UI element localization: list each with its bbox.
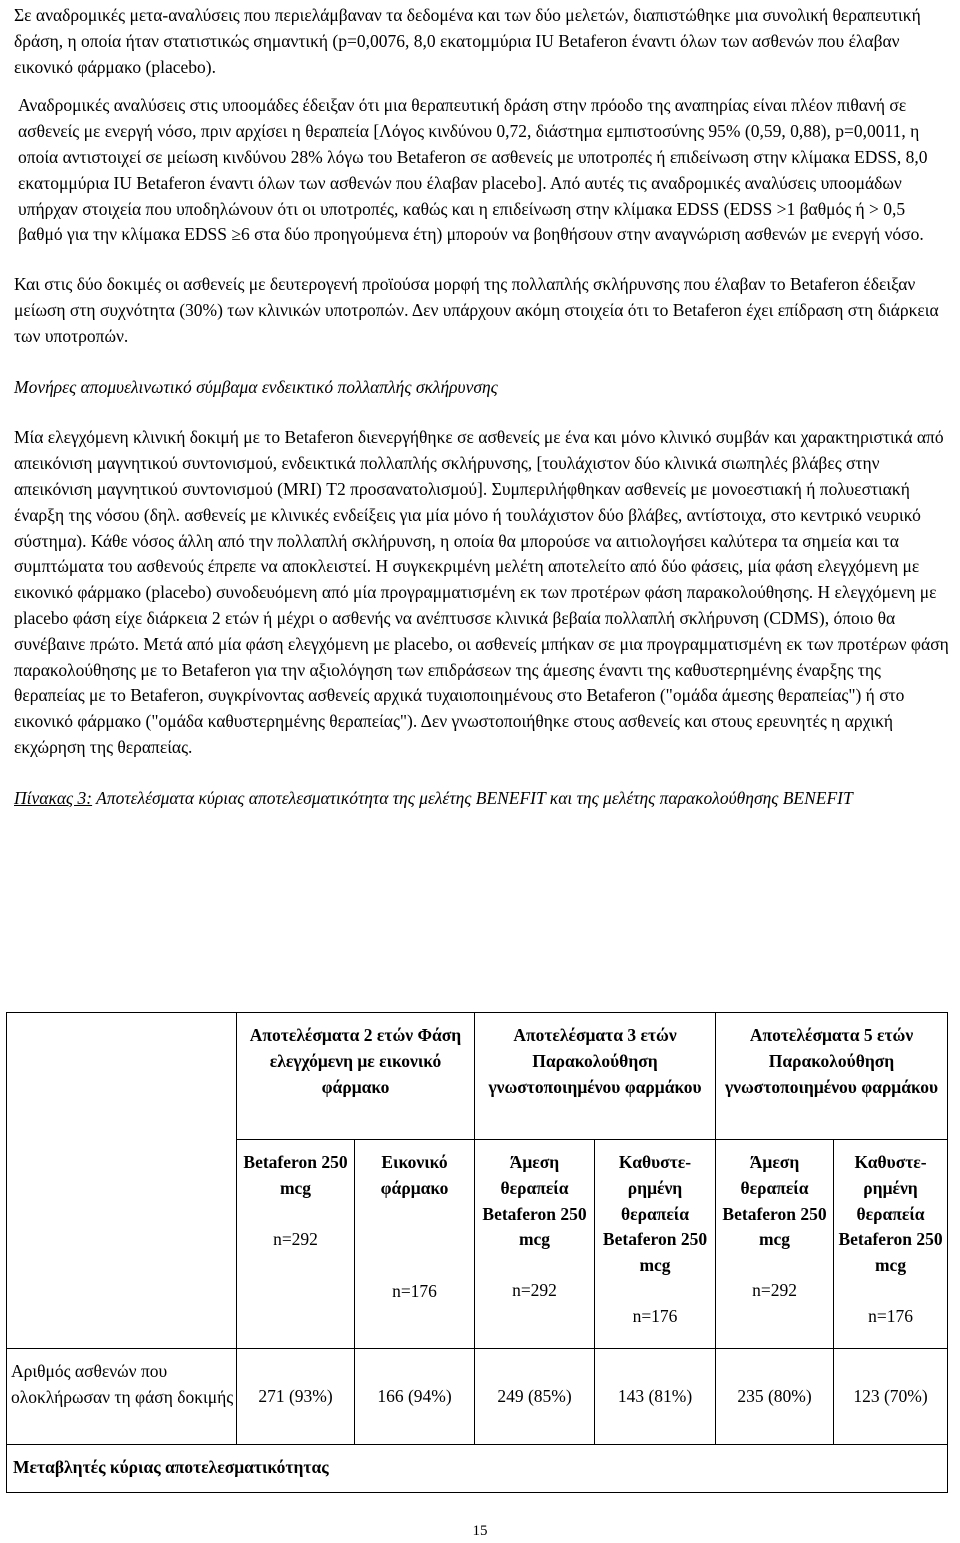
group-header-3-years: Αποτελέσματα 3 ετών Παρακολούθηση γνωστοποιημένου φαρμάκου — [475, 1013, 716, 1140]
row-label: Αριθμός ασθενών που ολοκλήρωσαν τη φάση δοκιμής — [7, 1349, 237, 1445]
sub-header-cell — [237, 1140, 355, 1349]
sub-header-n: n=176 — [868, 1305, 913, 1326]
sub-header-cell — [716, 1140, 834, 1349]
sub-header-n: n=292 — [752, 1280, 797, 1301]
section-label: Μεταβλητές κύριας αποτελεσματικότητας — [7, 1445, 948, 1493]
sub-header-label: Betaferon 250 mcg — [243, 1152, 348, 1198]
sub-header-label: Άμεση θεραπεία Betaferon 250 mcg — [722, 1152, 827, 1250]
sub-header-n: n=292 — [512, 1280, 557, 1301]
sub-header-label: Άμεση θεραπεία Betaferon 250 mcg — [482, 1152, 587, 1250]
paragraph-secondary-progressive: Και στις δύο δοκιμές οι ασθενείς με δευτερογενή προϊούσα μορφή της πολλαπλής σκλήρυνσης που έλαβαν το Betaferon έδειξαν μείωση στη συχνότητα (30%) των κλινικών υποτροπών. Δεν υπάρχουν ακόμη στοιχεία ότι το Betaferon έχει επίδραση στη διάρκεια των υποτροπών. — [14, 274, 939, 346]
empty-label-cell — [7, 1140, 237, 1349]
table-row — [7, 1349, 948, 1445]
table-group-header-row — [7, 1013, 948, 1140]
page-number: 15 — [472, 1523, 488, 1539]
table-cell: 166 (94%) — [355, 1349, 475, 1445]
table-caption — [14, 786, 950, 812]
sub-header-cell — [834, 1140, 948, 1349]
sub-header-label: Εικονικό φάρμακο — [380, 1152, 449, 1198]
sub-header-n: n=176 — [392, 1280, 437, 1301]
table-caption-text: Αποτελέσματα κύριας αποτελεσματικότητα της μελέτης BENEFIT και της μελέτης παρακολούθησης BENEFIT — [92, 787, 853, 808]
group-header-5-years: Αποτελέσματα 5 ετών Παρακολούθηση γνωστοποιημένου φαρμάκου — [716, 1013, 948, 1140]
paragraph-benefit-study: Μία ελεγχόμενη κλινική δοκιμή με το Betaferon διενεργήθηκε σε ασθενείς με ένα και μόνο κλινικό συμβάν και χαρακτηριστικά από απεικόνιση μαγνητικού συντονισμού, ενδεικτικά πολλαπλής σκλήρυνσης, [τουλάχιστον δύο κλινικά σιωπηλές βλάβες στην απεικόνιση μαγνητικού συντονισμού (MRI) T2 προσανατολισμού]. Συμπεριλήφθηκαν ασθενείς με μονοεστιακή ή πολυεστιακή έναρξη της νόσου (δηλ. ασθενείς με κλινικές ενδείξεις για μία μόνο ή τουλάχιστον δύο βλάβες, αντίστοιχα, στο κεντρικό νευρικό σύστημα). Κάθε νόσος άλλη από την πολλαπλή σκλήρυνση, η οποία θα μπορούσε να αιτιολογήσει καλύτερα τα σημεία και τα συμπτώματα του ασθενούς έπρεπε να αποκλειστεί. Η συγκεκριμένη μελέτη αποτελείτο από δύο φάσεις, μία φάση ελεγχόμενη με εικονικό φάρμακο (placebo) συνοδευόμενη από μία προγραμματισμένη εκ των προτέρων φάση παρακολούθησης. Η ελεγχόμενη με placebo φάση είχε διάρκεια 2 ετών ή μέχρι ο ασθενής να ανέπτυσσε κλινικά βεβαία πολλαπλή σκλήρυνση (CDMS), όποιο θα συνέβαινε πρώτο. Μετά από μία φάση ελεγχόμενη με placebo, οι ασθενείς μπήκαν σε μια προγραμματισμένη εκ των προτέρων φάση παρακολούθησης με το Betaferon για την αξιολόγηση των επιδράσεων της άμεσης έναντι της καθυστερημένης έναρξης της θεραπείας με το Betaferon, συγκρίνοντας ασθενείς αρχικά τυχαιοποιημένους στο Betaferon ("ομάδα άμεσης θεραπείας") ή στο εικονικό φάρμακο ("ομάδα καθυστερημένης θεραπείας"). Δεν γνωστοποιήθηκε στους ασθενείς και στους ερευνητές η αρχική εκχώρηση της θεραπείας. — [14, 427, 949, 757]
table-cell: 235 (80%) — [716, 1349, 834, 1445]
results-table — [6, 1012, 948, 1493]
paragraph-subgroup-analysis: Αναδρομικές αναλύσεις στις υποομάδες έδειξαν ότι μια θεραπευτική δράση στην πρόοδο της αναπηρίας είναι πλέον πιθανή σε ασθενείς με ενεργή νόσο, πριν αρχίσει η θεραπεία [Λόγος κινδύνου 0,72, διάστημα εμπιστοσύνης 95% (0,59, 0,88), p=0,0011, η οποία αντιστοιχεί σε μείωση κινδύνου 28% λόγω του Betaferon σε ασθενείς με υποτροπές ή επιδείνωση στην κλίμακα EDSS, 8,0 εκατομμύρια IU Betaferon έναντι όλων των ασθενών που έλαβαν placebo]. Από αυτές τις αναδρομικές αναλύσεις υποομάδων υπήρχαν στοιχεία που υποδηλώνουν ότι οι υποτροπές, καθώς και η επιδείνωση στην κλίμακα EDSS (EDSS >1 βαθμός ή > 0,5 βαθμό για την κλίμακα EDSS ≥6 στα δύο προηγούμενα έτη) μπορούν να βοηθήσουν στην αναγνώριση ασθενών με ενεργή νόσο. — [18, 95, 928, 245]
sub-header-label: Καθυστε-ρημένη θεραπεία Betaferon 250 mcg — [602, 1152, 708, 1276]
sub-header-label: Καθυστε-ρημένη θεραπεία Betaferon 250 mcg — [838, 1152, 943, 1276]
sub-header-n: n=292 — [273, 1228, 318, 1249]
sub-header-cell — [595, 1140, 716, 1349]
table-cell: 123 (70%) — [834, 1349, 948, 1445]
table-cell: 143 (81%) — [595, 1349, 716, 1445]
empty-corner-cell — [7, 1013, 237, 1140]
table-section-row — [7, 1445, 948, 1493]
section-heading: Μονήρες απομυελινωτικό σύμβαμα ενδεικτικό πολλαπλής σκλήρυνσης — [14, 376, 498, 397]
table-cell: 249 (85%) — [475, 1349, 595, 1445]
paragraph-meta-analysis: Σε αναδρομικές μετα-αναλύσεις που περιελάμβαναν τα δεδομένα και των δύο μελετών, διαπιστώθηκε μια συνολική θεραπευτική δράση, η οποία ήταν στατιστικώς σημαντική (p=0,0076, 8,0 εκατομμύρια IU Betaferon έναντι όλων των ασθενών που έλαβαν εικονικό φάρμακο (placebo). — [14, 5, 921, 77]
sub-header-cell — [355, 1140, 475, 1349]
document-page — [14, 0, 950, 812]
sub-header-n: n=176 — [632, 1305, 678, 1326]
table-sub-header-row — [7, 1140, 948, 1349]
group-header-2-years: Αποτελέσματα 2 ετών Φάση ελεγχόμενη με εικονικό φάρμακο — [237, 1013, 475, 1140]
table-cell: 271 (93%) — [237, 1349, 355, 1445]
sub-header-cell — [475, 1140, 595, 1349]
table-caption-label: Πίνακας 3: — [14, 787, 93, 808]
